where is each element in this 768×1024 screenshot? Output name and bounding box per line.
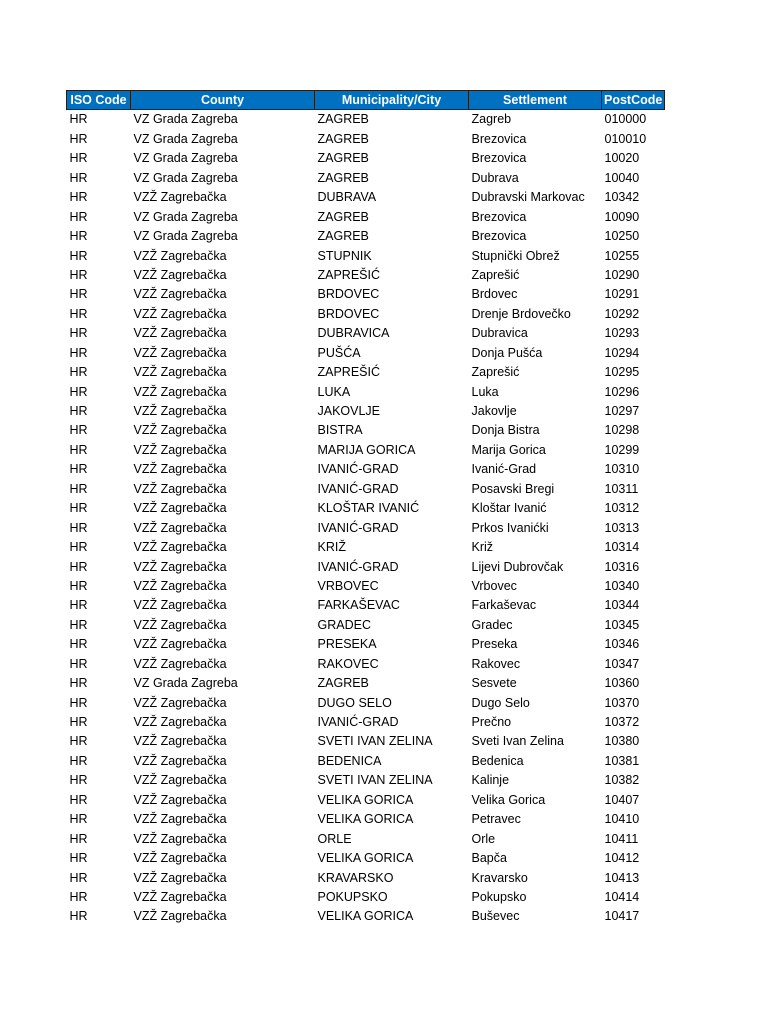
county-cell: VZŽ Zagrebačka — [133, 598, 227, 613]
county-cell: VZŽ Zagrebačka — [133, 190, 227, 205]
iso-code-cell: HR — [69, 598, 88, 613]
iso-code-cell: HR — [69, 792, 88, 807]
municipality-cell: LUKA — [317, 384, 351, 399]
settlement-cell: Kloštar Ivanić — [471, 501, 547, 516]
municipality-cell: ZAGREB — [317, 229, 369, 244]
settlement-cell: Sveti Ivan Zelina — [471, 734, 564, 749]
county-cell: VZŽ Zagrebačka — [133, 617, 227, 632]
settlement-cell: Petravec — [471, 812, 521, 827]
table-row — [67, 674, 665, 693]
municipality-cell: VELIKA GORICA — [317, 909, 414, 924]
municipality-cell: ORLE — [317, 831, 352, 846]
postcode-cell: 10040 — [604, 170, 640, 185]
table-row — [67, 518, 665, 537]
table-row — [67, 363, 665, 382]
municipality-cell: ZAGREB — [317, 170, 369, 185]
table-row — [67, 888, 665, 907]
county-cell: VZ Grada Zagreba — [133, 229, 238, 244]
county-cell: VZŽ Zagrebačka — [133, 559, 227, 574]
iso-code-cell: HR — [69, 889, 88, 904]
settlement-cell: Prkos Ivanićki — [471, 520, 549, 535]
iso-code-cell: HR — [69, 851, 88, 866]
settlement-cell: Velika Gorica — [471, 792, 546, 807]
postcode-cell: 10299 — [604, 442, 640, 457]
county-cell: VZŽ Zagrebačka — [133, 909, 227, 924]
settlement-cell: Dubrava — [471, 170, 519, 185]
county-cell: VZŽ Zagrebačka — [133, 578, 227, 593]
municipality-cell: ZAGREB — [317, 676, 369, 691]
county-cell: VZŽ Zagrebačka — [133, 326, 227, 341]
iso-code-cell: HR — [69, 656, 88, 671]
municipality-cell: GRADEC — [317, 617, 371, 632]
iso-code-cell: HR — [69, 326, 88, 341]
iso-code-cell: HR — [69, 190, 88, 205]
county-cell: VZŽ Zagrebačka — [133, 365, 227, 380]
iso-code-cell: HR — [69, 520, 88, 535]
postcode-cell: 10346 — [604, 637, 640, 652]
iso-code-cell: HR — [69, 170, 88, 185]
table-row — [67, 129, 665, 148]
postcode-cell: 10090 — [604, 209, 640, 224]
county-cell: VZŽ Zagrebačka — [133, 540, 227, 555]
settlement-cell: Dubravica — [471, 326, 528, 341]
county-cell: VZ Grada Zagreba — [133, 676, 238, 691]
table-row — [67, 635, 665, 654]
municipality-cell: ZAGREB — [317, 151, 369, 166]
settlement-cell: Orle — [471, 831, 496, 846]
settlement-cell: Drenje Brdovečko — [471, 306, 571, 321]
settlement-cell: Rakovec — [471, 656, 521, 671]
settlement-cell: Kravarsko — [471, 870, 528, 885]
iso-code-cell: HR — [69, 773, 88, 788]
settlement-cell: Marija Gorica — [471, 442, 546, 457]
table-row — [67, 499, 665, 518]
table-row — [67, 149, 665, 168]
settlement-cell: Zaprešić — [471, 365, 520, 380]
settlement-cell: Donja Bistra — [471, 423, 540, 438]
table-row — [67, 732, 665, 751]
municipality-cell: ZAPREŠIĆ — [317, 267, 381, 282]
postcode-cell: 10255 — [604, 248, 640, 263]
municipality-cell: VRBOVEC — [317, 578, 379, 593]
settlement-cell: Stupnički Obrež — [471, 248, 560, 263]
county-cell: VZŽ Zagrebačka — [133, 734, 227, 749]
county-cell: VZŽ Zagrebačka — [133, 715, 227, 730]
settlement-cell: Brezovica — [471, 229, 527, 244]
postcode-cell: 10411 — [604, 831, 639, 846]
postcode-cell: 10295 — [604, 365, 640, 380]
postcode-cell: 10314 — [604, 540, 640, 555]
table-row — [67, 751, 665, 770]
settlement-cell: Posavski Bregi — [471, 481, 555, 496]
settlement-cell: Brdovec — [471, 287, 518, 302]
table-row — [67, 771, 665, 790]
municipality-cell: RAKOVEC — [317, 656, 379, 671]
table-row — [67, 246, 665, 265]
postcode-cell: 10344 — [604, 598, 640, 613]
table-row — [67, 868, 665, 887]
header-row — [67, 91, 665, 110]
county-cell: VZŽ Zagrebačka — [133, 501, 227, 516]
county-cell: VZŽ Zagrebačka — [133, 404, 227, 419]
iso-code-cell: HR — [69, 306, 88, 321]
postcode-cell: 10313 — [604, 520, 640, 535]
table-row — [67, 168, 665, 187]
table-row — [67, 285, 665, 304]
municipality-cell: JAKOVLJE — [317, 404, 381, 419]
iso-code-cell: HR — [69, 753, 88, 768]
spreadsheet — [66, 90, 665, 926]
postcode-table — [66, 90, 665, 926]
iso-code-cell: HR — [69, 345, 88, 360]
municipality-cell: BEDENICA — [317, 753, 382, 768]
header-settlement: Settlement — [469, 91, 602, 110]
iso-code-cell: HR — [69, 578, 88, 593]
settlement-cell: Pokupsko — [471, 889, 527, 904]
county-cell: VZŽ Zagrebačka — [133, 248, 227, 263]
header-iso-code: ISO Code — [67, 91, 131, 110]
postcode-cell: 10347 — [604, 656, 640, 671]
settlement-cell: Jakovlje — [471, 404, 517, 419]
municipality-cell: SVETI IVAN ZELINA — [317, 773, 433, 788]
settlement-cell: Dubravski Markovac — [471, 190, 585, 205]
municipality-cell: ZAGREB — [317, 209, 369, 224]
table-row — [67, 343, 665, 362]
table-row — [67, 421, 665, 440]
postcode-cell: 10410 — [604, 812, 640, 827]
county-cell: VZŽ Zagrebačka — [133, 267, 227, 282]
municipality-cell: ZAGREB — [317, 131, 369, 146]
table-row — [67, 227, 665, 246]
county-cell: VZŽ Zagrebačka — [133, 889, 227, 904]
settlement-cell: Vrbovec — [471, 578, 517, 593]
county-cell: VZŽ Zagrebačka — [133, 870, 227, 885]
iso-code-cell: HR — [69, 151, 88, 166]
settlement-cell: Bapča — [471, 851, 507, 866]
iso-code-cell: HR — [69, 287, 88, 302]
iso-code-cell: HR — [69, 481, 88, 496]
postcode-cell: 10296 — [604, 384, 640, 399]
iso-code-cell: HR — [69, 423, 88, 438]
iso-code-cell: HR — [69, 695, 88, 710]
iso-code-cell: HR — [69, 734, 88, 749]
settlement-cell: Brezovica — [471, 131, 527, 146]
postcode-cell: 10382 — [604, 773, 640, 788]
municipality-cell: VELIKA GORICA — [317, 792, 414, 807]
county-cell: VZŽ Zagrebačka — [133, 423, 227, 438]
iso-code-cell: HR — [69, 365, 88, 380]
postcode-cell: 10250 — [604, 229, 640, 244]
table-row — [67, 304, 665, 323]
iso-code-cell: HR — [69, 112, 88, 127]
settlement-cell: Brezovica — [471, 151, 527, 166]
iso-code-cell: HR — [69, 248, 88, 263]
table-row — [67, 790, 665, 809]
table-row — [67, 907, 665, 926]
table-row — [67, 382, 665, 401]
iso-code-cell: HR — [69, 267, 88, 282]
municipality-cell: IVANIĆ-GRAD — [317, 520, 399, 535]
postcode-cell: 10020 — [604, 151, 640, 166]
iso-code-cell: HR — [69, 559, 88, 574]
settlement-cell: Farkaševac — [471, 598, 537, 613]
county-cell: VZŽ Zagrebačka — [133, 831, 227, 846]
table-body — [67, 110, 665, 927]
county-cell: VZ Grada Zagreba — [133, 170, 238, 185]
county-cell: VZ Grada Zagreba — [133, 112, 238, 127]
municipality-cell: IVANIĆ-GRAD — [317, 715, 399, 730]
postcode-cell: 010000 — [604, 112, 647, 127]
county-cell: VZŽ Zagrebačka — [133, 753, 227, 768]
postcode-cell: 10340 — [604, 578, 640, 593]
municipality-cell: BRDOVEC — [317, 306, 380, 321]
postcode-cell: 10413 — [604, 870, 640, 885]
municipality-cell: IVANIĆ-GRAD — [317, 481, 399, 496]
table-row — [67, 440, 665, 459]
county-cell: VZŽ Zagrebačka — [133, 306, 227, 321]
municipality-cell: FARKAŠEVAC — [317, 598, 400, 613]
iso-code-cell: HR — [69, 831, 88, 846]
settlement-cell: Križ — [471, 540, 494, 555]
municipality-cell: DUGO SELO — [317, 695, 392, 710]
table-row — [67, 460, 665, 479]
postcode-cell: 10310 — [604, 462, 640, 477]
settlement-cell: Buševec — [471, 909, 520, 924]
table-row — [67, 557, 665, 576]
table-row — [67, 615, 665, 634]
postcode-cell: 10293 — [604, 326, 640, 341]
header-municipality-city: Municipality/City — [315, 91, 469, 110]
table-row — [67, 207, 665, 226]
postcode-cell: 10381 — [604, 753, 640, 768]
county-cell: VZŽ Zagrebačka — [133, 656, 227, 671]
table-row — [67, 266, 665, 285]
municipality-cell: KRIŽ — [317, 540, 346, 555]
settlement-cell: Donja Pušća — [471, 345, 543, 360]
iso-code-cell: HR — [69, 462, 88, 477]
postcode-cell: 10291 — [604, 287, 640, 302]
settlement-cell: Sesvete — [471, 676, 517, 691]
county-cell: VZ Grada Zagreba — [133, 151, 238, 166]
postcode-cell: 010010 — [604, 131, 647, 146]
iso-code-cell: HR — [69, 501, 88, 516]
settlement-cell: Dugo Selo — [471, 695, 530, 710]
table-row — [67, 596, 665, 615]
municipality-cell: VELIKA GORICA — [317, 812, 414, 827]
municipality-cell: BRDOVEC — [317, 287, 380, 302]
municipality-cell: STUPNIK — [317, 248, 372, 263]
table-row — [67, 829, 665, 848]
postcode-cell: 10294 — [604, 345, 640, 360]
postcode-cell: 10412 — [604, 851, 640, 866]
table-row — [67, 577, 665, 596]
municipality-cell: ZAGREB — [317, 112, 369, 127]
postcode-cell: 10370 — [604, 695, 640, 710]
iso-code-cell: HR — [69, 812, 88, 827]
header-postcode: PostCode — [602, 91, 665, 110]
municipality-cell: BISTRA — [317, 423, 363, 438]
postcode-cell: 10290 — [604, 267, 640, 282]
municipality-cell: SVETI IVAN ZELINA — [317, 734, 433, 749]
postcode-cell: 10360 — [604, 676, 640, 691]
municipality-cell: DUBRAVA — [317, 190, 377, 205]
county-cell: VZŽ Zagrebačka — [133, 287, 227, 302]
settlement-cell: Zaprešić — [471, 267, 520, 282]
iso-code-cell: HR — [69, 909, 88, 924]
table-row — [67, 693, 665, 712]
postcode-cell: 10407 — [604, 792, 640, 807]
table-row — [67, 479, 665, 498]
postcode-cell: 10298 — [604, 423, 640, 438]
county-cell: VZŽ Zagrebačka — [133, 520, 227, 535]
iso-code-cell: HR — [69, 540, 88, 555]
settlement-cell: Brezovica — [471, 209, 527, 224]
postcode-cell: 10292 — [604, 306, 640, 321]
postcode-cell: 10342 — [604, 190, 640, 205]
iso-code-cell: HR — [69, 384, 88, 399]
county-cell: VZŽ Zagrebačka — [133, 462, 227, 477]
table-row — [67, 324, 665, 343]
settlement-cell: Kalinje — [471, 773, 510, 788]
table-row — [67, 538, 665, 557]
table-row — [67, 810, 665, 829]
iso-code-cell: HR — [69, 404, 88, 419]
municipality-cell: ZAPREŠIĆ — [317, 365, 381, 380]
county-cell: VZŽ Zagrebačka — [133, 384, 227, 399]
iso-code-cell: HR — [69, 715, 88, 730]
municipality-cell: PRESEKA — [317, 637, 377, 652]
municipality-cell: IVANIĆ-GRAD — [317, 462, 399, 477]
table-row — [67, 110, 665, 130]
postcode-cell: 10417 — [604, 909, 640, 924]
settlement-cell: Gradec — [471, 617, 513, 632]
county-cell: VZŽ Zagrebačka — [133, 792, 227, 807]
table-row — [67, 849, 665, 868]
settlement-cell: Prečno — [471, 715, 512, 730]
county-cell: VZŽ Zagrebačka — [133, 773, 227, 788]
postcode-cell: 10316 — [604, 559, 640, 574]
iso-code-cell: HR — [69, 229, 88, 244]
settlement-cell: Zagreb — [471, 112, 512, 127]
county-cell: VZŽ Zagrebačka — [133, 481, 227, 496]
municipality-cell: DUBRAVICA — [317, 326, 390, 341]
header-county: County — [131, 91, 315, 110]
iso-code-cell: HR — [69, 131, 88, 146]
settlement-cell: Ivanić-Grad — [471, 462, 537, 477]
postcode-cell: 10372 — [604, 715, 640, 730]
county-cell: VZŽ Zagrebačka — [133, 851, 227, 866]
settlement-cell: Preseka — [471, 637, 518, 652]
county-cell: VZŽ Zagrebačka — [133, 637, 227, 652]
municipality-cell: IVANIĆ-GRAD — [317, 559, 399, 574]
county-cell: VZ Grada Zagreba — [133, 209, 238, 224]
county-cell: VZŽ Zagrebačka — [133, 812, 227, 827]
settlement-cell: Luka — [471, 384, 499, 399]
postcode-cell: 10414 — [604, 889, 640, 904]
postcode-cell: 10312 — [604, 501, 640, 516]
postcode-cell: 10345 — [604, 617, 640, 632]
county-cell: VZ Grada Zagreba — [133, 131, 238, 146]
table-row — [67, 654, 665, 673]
postcode-cell: 10297 — [604, 404, 640, 419]
municipality-cell: KRAVARSKO — [317, 870, 394, 885]
municipality-cell: POKUPSKO — [317, 889, 388, 904]
iso-code-cell: HR — [69, 870, 88, 885]
settlement-cell: Lijevi Dubrovčak — [471, 559, 564, 574]
county-cell: VZŽ Zagrebačka — [133, 345, 227, 360]
municipality-cell: PUŠĆA — [317, 345, 361, 360]
postcode-cell: 10380 — [604, 734, 640, 749]
iso-code-cell: HR — [69, 676, 88, 691]
iso-code-cell: HR — [69, 637, 88, 652]
municipality-cell: MARIJA GORICA — [317, 442, 416, 457]
county-cell: VZŽ Zagrebačka — [133, 442, 227, 457]
table-row — [67, 713, 665, 732]
municipality-cell: KLOŠTAR IVANIĆ — [317, 501, 420, 516]
postcode-cell: 10311 — [604, 481, 639, 496]
municipality-cell: VELIKA GORICA — [317, 851, 414, 866]
table-row — [67, 188, 665, 207]
settlement-cell: Bedenica — [471, 753, 524, 768]
table-row — [67, 402, 665, 421]
county-cell: VZŽ Zagrebačka — [133, 695, 227, 710]
iso-code-cell: HR — [69, 442, 88, 457]
iso-code-cell: HR — [69, 209, 88, 224]
iso-code-cell: HR — [69, 617, 88, 632]
